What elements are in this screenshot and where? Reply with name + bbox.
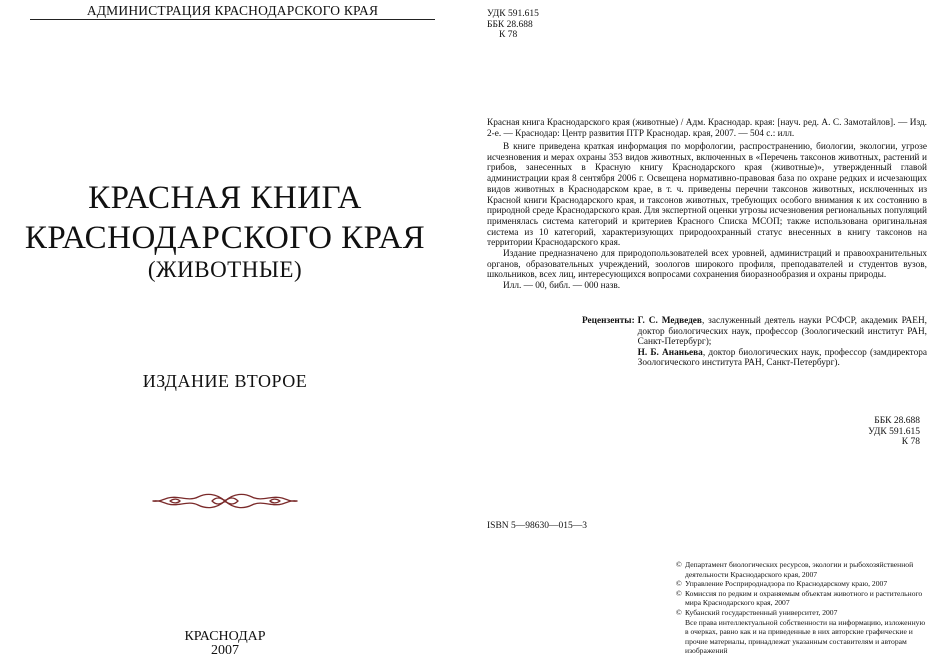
copyright-icon: © bbox=[676, 579, 682, 589]
imprint bbox=[0, 630, 450, 658]
reviewer-name: Н. Б. Ананьева bbox=[637, 347, 703, 358]
book-title bbox=[0, 178, 450, 258]
abstract-paragraph: Илл. — 00, библ. — 000 назв. bbox=[503, 281, 621, 292]
header-rule bbox=[30, 19, 435, 20]
isbn: ISBN 5—98630—015—3 bbox=[487, 521, 588, 531]
abstract bbox=[487, 142, 927, 292]
decorative-flourish-icon bbox=[150, 489, 300, 513]
reviewer-entry bbox=[638, 316, 927, 348]
copyright-icon: © bbox=[676, 560, 682, 569]
bibliographic-record: Красная книга Краснодарского края (животные) / Адм. Краснодар. края: [науч. ред. А. С. Замотайлов]. — Изд. 2-е. — Краснодар: Центр развития ПТР Краснодар. края, 2007. — 504 с.: илл. bbox=[487, 118, 927, 139]
copyright-icon: © bbox=[676, 588, 682, 598]
imprint-year: 2007 bbox=[211, 643, 239, 658]
reviewer-entry bbox=[638, 348, 927, 369]
copyright-notices bbox=[676, 560, 926, 656]
rights-note: Все права интеллектуальной собственности на информацию, изложенную в очерках, равно как и на приведенные в них авторские графические и прочие материалы, принадлежат указанным составителям и авторам изображений bbox=[685, 617, 926, 656]
reviewer-description: , заслуженный деятель науки РСФСР, академик РАЕН, доктор биологических наук, профессор (Зоологический институт РАН, Санкт-Петербург); bbox=[637, 316, 927, 348]
abstract-paragraph: В книге приведена краткая информация по морфологии, распространению, биологии, экологии, угрозе исчезновения и мерах охраны 353 видов животных, включенных в «Перечень таксонов животных, растений и грибов, занесенных в Красную книгу Краснодарского края (животные)», утвержденный главой администрации края 8 сентября 2006 г. Освещена нормативно-правовая база по охране редких и исчезающих видов животных в Краснодарском крае, в т. ч. приведены перечни таксонов животных, исключенных из Красной книги Краснодарского края, и таксонов животных, требующих особого внимания к их состоянию в природной среде Краснодарского края. Для экспертной оценки угрозы исчезновения региональных популяций применялась система категорий и критериев Красного Списка МСОП; также использована оригинальная система из 10 категорий, характеризующих природоохранный статус внесенных в книгу таксонов на территории Краснодарского края. bbox=[487, 142, 927, 249]
classification-codes-bottom bbox=[868, 416, 920, 448]
author-sign: К 78 bbox=[499, 30, 518, 40]
bbk-code: ББК 28.688 bbox=[487, 19, 533, 30]
copyright-notice: © Комиссия по редким и охраняемым объектам животного и растительного мира Краснодарского края, 2007 bbox=[676, 588, 923, 608]
title-page bbox=[0, 0, 450, 659]
imprint-city: КРАСНОДАР bbox=[184, 629, 266, 644]
udk-code: УДК 591.615 bbox=[487, 9, 539, 19]
udk-code: УДК 591.615 bbox=[868, 426, 920, 437]
book-subtitle: (ЖИВОТНЫЕ) bbox=[147, 257, 303, 282]
publisher-header: АДМИНИСТРАЦИЯ КРАСНОДАРСКОГО КРАЯ bbox=[86, 3, 379, 18]
copyright-notice: © Управление Росприроднадзора по Краснодарскому краю, 2007 bbox=[676, 579, 888, 589]
book-title-line1: КРАСНАЯ КНИГА bbox=[88, 180, 362, 216]
book-title-line2: КРАСНОДАРСКОГО КРАЯ bbox=[24, 220, 426, 256]
classification-codes-top bbox=[487, 9, 539, 41]
bbk-code: ББК 28.688 bbox=[874, 416, 920, 426]
copyright-notice: © Департамент биологических ресурсов, экологии и рыбохозяйственной деятельности Краснодарского края, 2007 bbox=[676, 560, 914, 579]
copyright-notice: © Кубанский государственный университет, 2007 bbox=[676, 607, 838, 617]
reviewers-block bbox=[582, 316, 927, 369]
reviewers-label: Рецензенты: bbox=[582, 316, 635, 326]
edition-label: ИЗДАНИЕ ВТОРОЕ bbox=[142, 371, 308, 391]
reviewer-name: Г. С. Медведев bbox=[637, 316, 702, 326]
abstract-paragraph: Издание предназначено для природопользователей всех уровней, администраций и правоохранительных органов, образовательных учреждений, зоологов широкого профиля, преподавателей и студентов вузов, школьников, всех лиц, интересующихся вопросами сохранения биоразнообразия и охраны природы. bbox=[487, 249, 927, 281]
copyright-page bbox=[476, 0, 936, 659]
author-sign: К 78 bbox=[901, 437, 920, 447]
copyright-icon: © bbox=[676, 607, 682, 617]
reviewer-description: , доктор биологических наук, профессор (замдиректора Зоологического института РАН, Санкт-Петербург). bbox=[637, 347, 927, 369]
